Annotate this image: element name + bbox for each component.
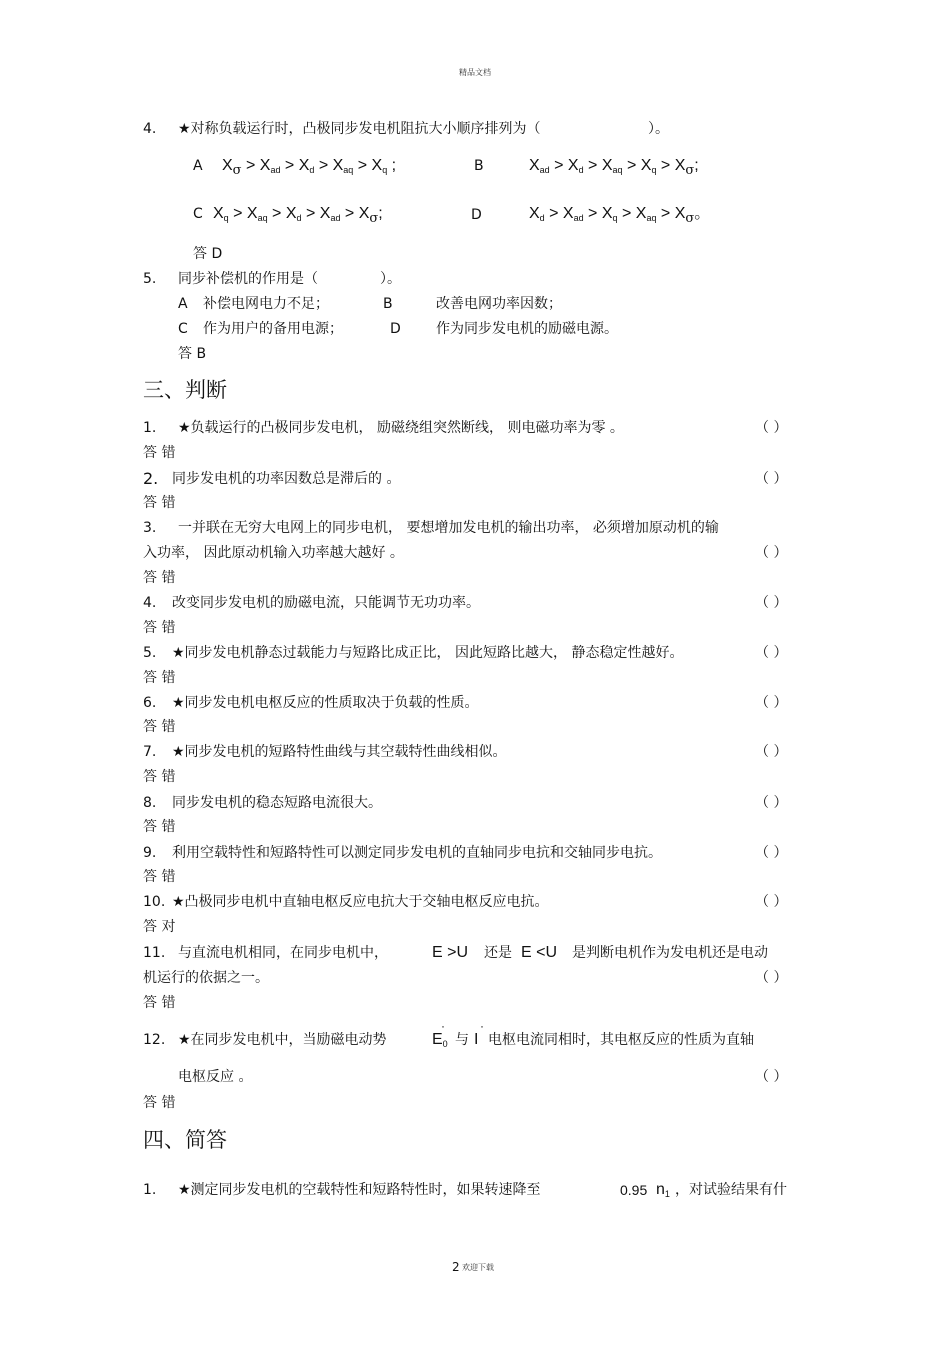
judge-10-text: ★凸极同步电机中直轴电枢反应电抗大于交轴电枢反应电抗。 bbox=[172, 894, 549, 910]
judge-3-number: 3. bbox=[143, 520, 157, 536]
q4-option-c-letter: C bbox=[193, 206, 203, 222]
judge-11-text-line2: 机运行的依据之一。 bbox=[143, 970, 269, 986]
section-4-title: 四、简答 bbox=[143, 1128, 227, 1152]
q5-stem-end: ）。 bbox=[380, 271, 401, 287]
judge-12-text-end: 电枢电流同相时，其电枢反应的性质为直轴 bbox=[488, 1032, 754, 1048]
judge-5-paren: （ ） bbox=[755, 645, 788, 661]
judge-12-paren: （ ） bbox=[755, 1069, 788, 1085]
judge-4-text: 改变同步发电机的励磁电流，只能调节无功功率。 bbox=[172, 595, 480, 611]
judge-5-number: 5. bbox=[143, 645, 157, 661]
q5-d-letter: D bbox=[390, 321, 401, 337]
short-1-text-end: ，对试验结果有什 bbox=[675, 1182, 787, 1198]
judge-9-paren: （ ） bbox=[755, 845, 788, 861]
short-1-formula-n1: $n_1$ bbox=[656, 1181, 670, 1199]
judge-11-paren: （ ） bbox=[755, 970, 788, 986]
judge-2-answer: 答 错 bbox=[143, 495, 176, 511]
judge-9-text: 利用空载特性和短路特性可以测定同步发电机的直轴同步电抗和交轴同步电抗。 bbox=[172, 845, 662, 861]
judge-11-formula-e-gt-u: E >U bbox=[432, 944, 469, 961]
q4-option-b-letter: B bbox=[474, 158, 484, 174]
judge-8-answer: 答 错 bbox=[143, 819, 176, 835]
judge-3-answer: 答 错 bbox=[143, 570, 176, 586]
judge-10-answer: 答 对 bbox=[143, 919, 176, 935]
judge-6-text: ★同步发电机电枢反应的性质取决于负载的性质。 bbox=[172, 695, 479, 711]
judge-4-paren: （ ） bbox=[755, 595, 788, 611]
footer-text: 欢迎下载 bbox=[462, 1263, 494, 1272]
judge-6-paren: （ ） bbox=[755, 695, 788, 711]
judge-1-answer: 答 错 bbox=[143, 445, 176, 461]
q4-stem: ★对称负载运行时，凸极同步发电机阻抗大小顺序排列为（ bbox=[178, 121, 541, 137]
judge-11-formula-e-lt-u: E <U bbox=[521, 944, 558, 961]
q5-c-text: 作为用户的备用电源； bbox=[203, 321, 343, 337]
judge-1-number: 1. bbox=[143, 420, 157, 436]
section-3-title: 三、判断 bbox=[143, 378, 227, 402]
q4-option-a-formula: $X_\sigma > X_{ad} > X_d > X_{aq} > X_q$ ; bbox=[222, 157, 397, 178]
judge-8-number: 8. bbox=[143, 795, 157, 811]
q5-answer: 答 B bbox=[178, 346, 207, 362]
judge-3-text-line2: 入功率， 因此原动机输入功率越大越好 。 bbox=[143, 545, 404, 561]
judge-4-answer: 答 错 bbox=[143, 620, 176, 636]
judge-10-paren: （ ） bbox=[755, 894, 788, 910]
judge-8-paren: （ ） bbox=[755, 795, 788, 811]
page-header: 精品文档 bbox=[459, 68, 491, 77]
judge-12-text: ★在同步发电机中，当励磁电动势 bbox=[178, 1032, 387, 1048]
judge-3-text: 一并联在无穷大电网上的同步电机， 要想增加发电机的输出功率， 必须增加原动机的输 bbox=[178, 520, 719, 536]
q4-answer: 答 D bbox=[193, 246, 223, 262]
q4-option-d-formula: $X_d > X_{ad} > X_q > X_{aq} > X_\sigma$。 bbox=[529, 205, 711, 226]
judge-1-paren: （ ） bbox=[755, 420, 788, 436]
judge-12-number: 12. bbox=[143, 1032, 166, 1048]
judge-11-answer: 答 错 bbox=[143, 995, 176, 1011]
short-1-number: 1. bbox=[143, 1182, 157, 1198]
judge-6-answer: 答 错 bbox=[143, 719, 176, 735]
judge-12-formula-i: · I bbox=[474, 1019, 484, 1048]
q4-option-c-formula: $X_q > X_{aq} > X_d > X_{ad} > X_\sigma$; bbox=[213, 205, 383, 226]
judge-2-paren: （ ） bbox=[755, 471, 788, 487]
judge-2-number: 2. bbox=[143, 469, 159, 488]
short-1-text: ★测定同步发电机的空载特性和短路特性时，如果转速降至 bbox=[178, 1182, 541, 1198]
judge-12-answer: 答 错 bbox=[143, 1095, 176, 1111]
judge-6-number: 6. bbox=[143, 695, 157, 711]
judge-9-answer: 答 错 bbox=[143, 869, 176, 885]
q4-option-d-letter: D bbox=[471, 207, 482, 223]
judge-2-text: 同步发电机的功率因数总是滞后的 。 bbox=[172, 471, 401, 487]
q5-number: 5. bbox=[143, 271, 157, 287]
q5-a-text: 补偿电网电力不足； bbox=[203, 296, 329, 312]
judge-9-number: 9. bbox=[143, 845, 157, 861]
judge-3-paren: （ ） bbox=[755, 545, 788, 561]
q5-stem: 同步补偿机的作用是（ bbox=[178, 271, 318, 287]
q4-number: 4. bbox=[143, 121, 157, 137]
q5-b-letter: B bbox=[383, 296, 393, 312]
judge-11-text-mid: 还是 bbox=[484, 945, 512, 961]
short-1-speed-value: 0.95 bbox=[620, 1182, 648, 1198]
q5-d-text: 作为同步发电机的励磁电源。 bbox=[436, 321, 618, 337]
judge-1-text: ★负载运行的凸极同步发电机， 励磁绕组突然断线， 则电磁功率为零 。 bbox=[178, 420, 624, 436]
judge-5-text: ★同步发电机静态过载能力与短路比成正比， 因此短路比越大， 静态稳定性越好。 bbox=[172, 645, 684, 661]
q5-c-letter: C bbox=[178, 321, 188, 337]
page-number: 2 bbox=[452, 1260, 460, 1274]
judge-7-answer: 答 错 bbox=[143, 769, 176, 785]
judge-12-text-mid: 与 bbox=[455, 1032, 469, 1048]
q5-a-letter: A bbox=[178, 296, 188, 312]
judge-11-text: 与直流电机相同，在同步电机中， bbox=[178, 945, 388, 961]
judge-12-text-line2: 电枢反应 。 bbox=[178, 1069, 253, 1085]
q4-stem-end: ）。 bbox=[648, 121, 669, 137]
judge-4-number: 4. bbox=[143, 595, 157, 611]
q4-option-a-letter: A bbox=[193, 158, 203, 174]
judge-8-text: 同步发电机的稳态短路电流很大。 bbox=[172, 795, 382, 811]
judge-7-paren: （ ） bbox=[755, 744, 788, 760]
judge-11-number: 11. bbox=[143, 945, 166, 961]
judge-5-answer: 答 错 bbox=[143, 670, 176, 686]
judge-7-text: ★同步发电机的短路特性曲线与其空载特性曲线相似。 bbox=[172, 744, 507, 760]
q4-option-b-formula: $X_{ad} > X_d > X_{aq} > X_q > X_\sigma$; bbox=[529, 157, 699, 178]
judge-12-formula-e0: · $E_0$ bbox=[432, 1019, 448, 1049]
judge-7-number: 7. bbox=[143, 744, 157, 760]
q5-b-text: 改善电网功率因数； bbox=[436, 296, 562, 312]
judge-10-number: 10. bbox=[143, 894, 166, 910]
judge-11-text-end: 是判断电机作为发电机还是电动 bbox=[572, 945, 768, 961]
